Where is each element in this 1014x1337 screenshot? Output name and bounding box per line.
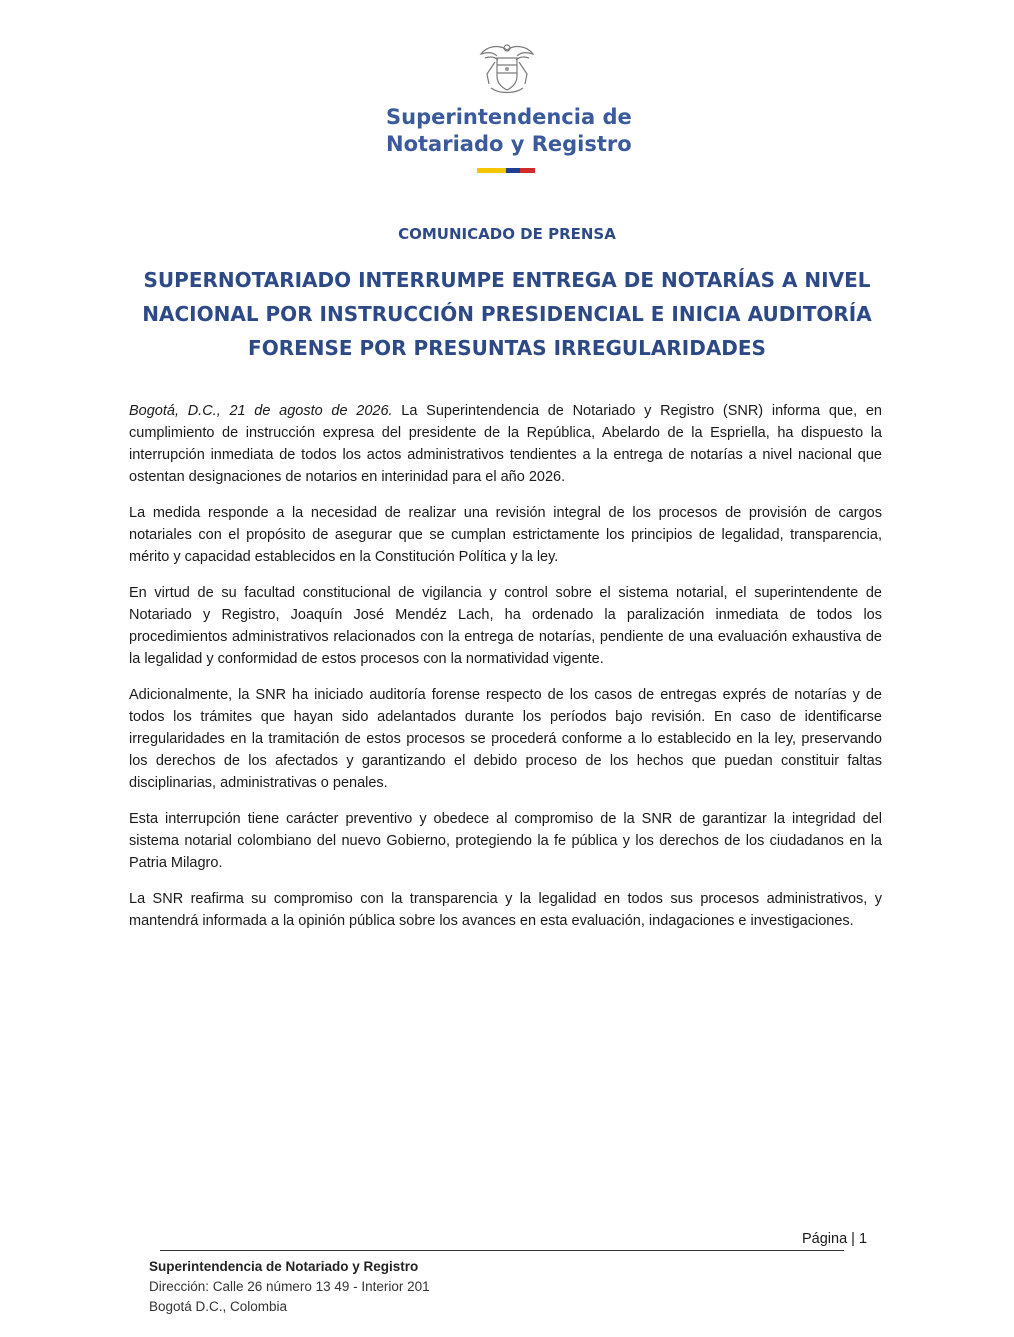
document-type-label: COMUNICADO DE PRENSA: [398, 225, 616, 243]
paragraph-6: La SNR reafirma su compromiso con la transparencia y la legalidad en todos sus procesos administrativos, y mantendrá informada a la opinión pública sobre los avances en esta evaluación, indagaciones e investigaciones.: [129, 891, 882, 929]
org-name-line1: Superintendencia de: [386, 105, 632, 129]
paragraph-1-text: La Superintendencia de Notariado y Registro (SNR) informa que, en cumplimiento de instrucción expresa del presidente de la República, Abelardo de la Espriella, ha dispuesto la interrupción inmediata de todos los actos administrativos tendientes a la entrega de notarías a nivel nacional que ostentan designaciones de notarios en interinidad para el año 2026.: [129, 403, 882, 485]
flag-red-stripe: [520, 168, 535, 173]
flag-blue-stripe: [506, 168, 520, 173]
dateline: Bogotá, D.C., 21 de agosto de 2026.: [129, 403, 393, 419]
paragraph-2: La medida responde a la necesidad de realizar una revisión integral de los procesos de provisión de cargos notariales con el propósito de asegurar que se cumplan estrictamente los principios de legalidad, transparencia, mérito y capacidad establecidos en la Constitución Política y la ley.: [129, 505, 882, 565]
paragraph-3: En virtud de su facultad constitucional de vigilancia y control sobre el sistema notarial, el superintendente de Notariado y Registro, Joaquín José Mendéz Lach, ha ordenado la paralización inmediata de todos los procedimientos administrativos relacionados con la entrega de notarías, pendiente de una evaluación exhaustiva de la legalidad y conformidad de estos procesos con la normatividad vigente.: [129, 585, 882, 667]
flag-yellow-stripe: [477, 168, 506, 173]
headline-line3: FORENSE POR PRESUNTAS IRREGULARIDADES: [248, 336, 766, 360]
header-logo: [0, 40, 1014, 98]
org-name-line2: Notariado y Registro: [386, 132, 632, 156]
headline-line1: SUPERNOTARIADO INTERRUMPE ENTREGA DE NOTARÍAS A NIVEL: [143, 268, 871, 292]
press-release-headline: [120, 263, 894, 365]
headline-line2: NACIONAL POR INSTRUCCIÓN PRESIDENCIAL E INICIA AUDITORÍA: [142, 302, 872, 326]
footer-address: Dirección: Calle 26 número 13 49 - Interior 201: [149, 1279, 430, 1294]
org-logo-text: [386, 104, 632, 158]
paragraph-4: Adicionalmente, la SNR ha iniciado auditoría forense respecto de los casos de entregas exprés de notarías y de todos los trámites que hayan sido adelantados durante los períodos bajo revisión. En caso de identificarse irregularidades en la tramitación de estos procesos se procederá conforme a lo establecido en la ley, preservando los derechos de los afectados y garantizando el debido proceso de los hechos que puedan constituir faltas disciplinarias, administrativas o penales.: [129, 687, 882, 791]
colombia-coat-of-arms-icon: [477, 40, 537, 98]
paragraph-5: Esta interrupción tiene carácter preventivo y obedece al compromiso de la SNR de garantizar la integridad del sistema notarial colombiano del nuevo Gobierno, protegiendo la fe pública y los derechos de los ciudadanos en la Patria Milagro.: [129, 811, 882, 871]
press-release-body: [129, 400, 882, 946]
footer-city: Bogotá D.C., Colombia: [149, 1299, 288, 1314]
footer-divider: [160, 1250, 844, 1251]
colombia-flag-bar: [477, 168, 535, 173]
footer-org-name: Superintendencia de Notariado y Registro: [149, 1259, 419, 1274]
paragraph-1: [129, 400, 882, 488]
page-number: Página | 1: [802, 1231, 868, 1247]
